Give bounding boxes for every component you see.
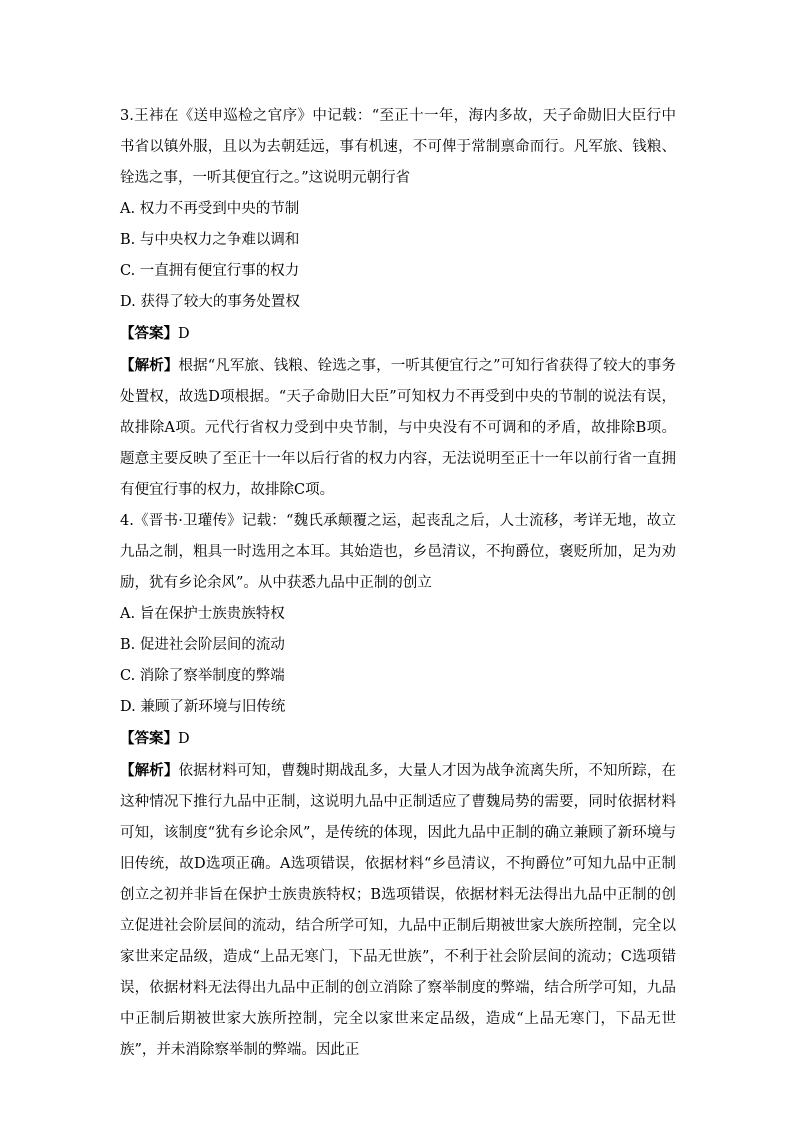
question-3-stem: 3.王袆在《送申巡检之官序》中记载：“至正十一年，海内多故，天子命勋旧大臣行中书省以镇外服，且以为去朝廷远，事有机速，不可俾于常制禀命而行。凡军旅、钱粮、铨选之事，一听其便宜行之。”这说明元朝行省 [120,108,676,186]
analysis-text: 根据“凡军旅、钱粮、铨选之事，一听其便宜行之”可知行省获得了较大的事务处置权，故选D项根据。“天子命勋旧大臣”可知权力不再受到中央的节制的说法有误，故排除A项。元代行省权力受到中央节制，与中央没有不可调和的矛盾，故排除B项。题意主要反映了至正十一年以后行省的权力内容，无法说明至正十一年以前行省一直拥有便宜行事的权力，故排除C项。 [120,358,677,498]
question-4-option-d: D. 兼顾了新环境与旧传统 [120,699,286,715]
question-4-option-c: C. 消除了察举制度的弊端 [120,668,285,684]
question-4-analysis [120,755,676,1066]
answer-label: 【答案】 [120,730,178,747]
question-3-answer [120,318,676,350]
question-3-option-c: C. 一直拥有便宜行事的权力 [120,263,300,279]
answer-value: D [178,731,190,747]
question-3-option-a: A. 权力不再受到中央的节制 [120,201,300,217]
analysis-label: 【解析】 [120,357,179,374]
analysis-text: 依据材料可知，曹魏时期战乱多，大量人才因为战争流离失所，不知所踪，在这种情况下推行九品中正制，这说明九品中正制适应了曹魏局势的需要，同时依据材料可知，该制度“犹有乡论余风”，是传统的体现，因此九品中正制的确立兼顾了新环境与旧传统，故D选项正确。A选项错误，依据材料“乡邑清议，不拘爵位”可知九品中正制创立之初并非旨在保护士族贵族特权；B选项错误，依据材料无法得出九品中正制的创立促进社会阶层间的流动，结合所学可知，九品中正制后期被世家大族所控制，完全以家世来定品级，造成“上品无寒门，下品无世族”，不利于社会阶层间的流动；C选项错误，依据材料无法得出九品中正制的创立消除了察举制度的弊端，结合所学可知，九品中正制后期被世家大族所控制，完全以家世来定品级，造成“上品无寒门，下品无世族”，并未消除察举制的弊端。因此正 [120,763,677,1058]
question-3-option-d: D. 获得了较大的事务处置权 [120,294,300,310]
analysis-label: 【解析】 [120,762,179,779]
question-4-option-a: A. 旨在保护士族贵族特权 [120,606,285,622]
question-3-analysis [120,350,676,506]
question-4-answer [120,723,676,755]
question-4-stem: 4.《晋书·卫瓘传》记载：“魏氏承颠覆之运，起丧乱之后，人士流移，考详无地，故立九品之制，粗具一时选用之本耳。其始造也，乡邑清议，不拘爵位，褒贬所加，足为劝励，犹有乡论余风”。从中获悉九品中正制的创立 [120,513,676,591]
answer-label: 【答案】 [120,325,178,342]
question-4-option-b: B. 促进社会阶层间的流动 [120,637,285,653]
question-3-option-b: B. 与中央权力之争难以调和 [120,232,300,248]
answer-value: D [178,326,190,342]
page-content [120,101,676,1066]
